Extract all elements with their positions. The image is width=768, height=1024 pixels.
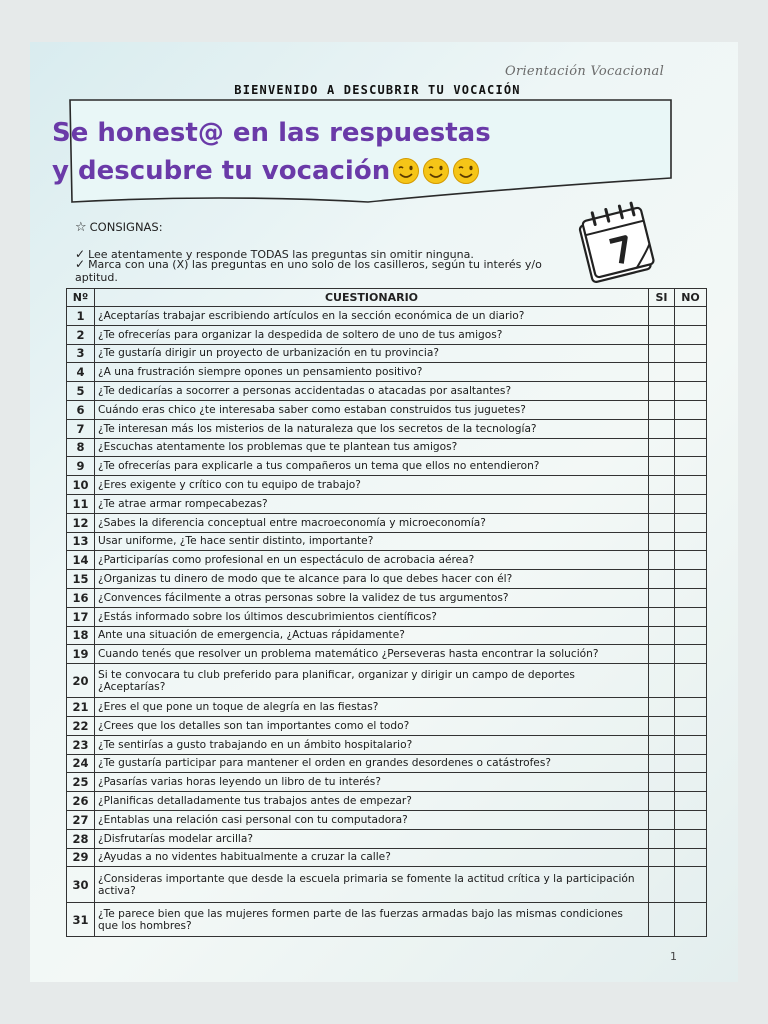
answer-yes-cell[interactable]: [649, 307, 675, 326]
answer-yes-cell[interactable]: [649, 645, 675, 664]
table-row: [67, 810, 707, 829]
question-text: ¿Te ofrecerías para explicarle a tus compañeros un tema que ellos no entendieron?: [95, 457, 649, 476]
answer-no-cell[interactable]: [675, 903, 707, 937]
table-row: [67, 792, 707, 811]
question-text: ¿Te dedicarías a socorrer a personas accidentadas o atacadas por asaltantes?: [95, 382, 649, 401]
table-row: [67, 645, 707, 664]
table-row: [67, 735, 707, 754]
answer-no-cell[interactable]: [675, 400, 707, 419]
table-row: [67, 307, 707, 326]
answer-no-cell[interactable]: [675, 438, 707, 457]
question-text: ¿Participarías como profesional en un espectáculo de acrobacia aérea?: [95, 551, 649, 570]
answer-yes-cell[interactable]: [649, 848, 675, 867]
answer-no-cell[interactable]: [675, 716, 707, 735]
column-header-yes: SI: [649, 289, 675, 307]
calendar-icon: [570, 196, 662, 288]
question-number: 14: [67, 551, 95, 570]
question-number: 12: [67, 513, 95, 532]
answer-yes-cell[interactable]: [649, 513, 675, 532]
table-row: [67, 494, 707, 513]
column-header-number: Nº: [67, 289, 95, 307]
answer-yes-cell[interactable]: [649, 664, 675, 698]
answer-no-cell[interactable]: [675, 792, 707, 811]
table-row: [67, 754, 707, 773]
question-number: 9: [67, 457, 95, 476]
question-number: 31: [67, 903, 95, 937]
answer-yes-cell[interactable]: [649, 735, 675, 754]
question-text: ¿Organizas tu dinero de modo que te alcance para lo que debes hacer con él?: [95, 570, 649, 589]
table-row: [67, 363, 707, 382]
answer-yes-cell[interactable]: [649, 570, 675, 589]
question-number: 18: [67, 626, 95, 645]
question-text: Usar uniforme, ¿Te hace sentir distinto, importante?: [95, 532, 649, 551]
question-text: ¿Te sentirías a gusto trabajando en un ámbito hospitalario?: [95, 735, 649, 754]
answer-yes-cell[interactable]: [649, 551, 675, 570]
question-text: ¿Te ofrecerías para organizar la despedida de soltero de uno de tus amigos?: [95, 325, 649, 344]
question-number: 4: [67, 363, 95, 382]
answer-yes-cell[interactable]: [649, 363, 675, 382]
table-row: [67, 325, 707, 344]
answer-no-cell[interactable]: [675, 867, 707, 903]
question-number: 15: [67, 570, 95, 589]
answer-yes-cell[interactable]: [649, 400, 675, 419]
table-row: [67, 419, 707, 438]
question-text: ¿Consideras importante que desde la escuela primaria se fomente la actitud crítica y la participación activa?: [95, 867, 649, 903]
question-text: ¿Planificas detalladamente tus trabajos antes de empezar?: [95, 792, 649, 811]
answer-yes-cell[interactable]: [649, 382, 675, 401]
question-number: 24: [67, 754, 95, 773]
question-number: 3: [67, 344, 95, 363]
answer-yes-cell[interactable]: [649, 438, 675, 457]
table-header-row: [67, 289, 707, 307]
question-number: 27: [67, 810, 95, 829]
answer-yes-cell[interactable]: [649, 494, 675, 513]
question-text: ¿Te gustaría participar para mantener el orden en grandes desordenes o catástrofes?: [95, 754, 649, 773]
question-number: 26: [67, 792, 95, 811]
answer-no-cell[interactable]: [675, 307, 707, 326]
question-text: Cuándo eras chico ¿te interesaba saber como estaban construidos tus juguetes?: [95, 400, 649, 419]
answer-yes-cell[interactable]: [649, 607, 675, 626]
answer-no-cell[interactable]: [675, 810, 707, 829]
question-number: 16: [67, 588, 95, 607]
answer-yes-cell[interactable]: [649, 457, 675, 476]
question-text: ¿Aceptarías trabajar escribiendo artículos en la sección económica de un diario?: [95, 307, 649, 326]
table-row: [67, 829, 707, 848]
answer-yes-cell[interactable]: [649, 325, 675, 344]
answer-no-cell[interactable]: [675, 325, 707, 344]
answer-no-cell[interactable]: [675, 645, 707, 664]
answer-no-cell[interactable]: [675, 513, 707, 532]
answer-no-cell[interactable]: [675, 363, 707, 382]
table-row: [67, 513, 707, 532]
question-text: ¿Crees que los detalles son tan importantes como el todo?: [95, 716, 649, 735]
question-text: ¿Te gustaría dirigir un proyecto de urbanización en tu provincia?: [95, 344, 649, 363]
answer-no-cell[interactable]: [675, 698, 707, 717]
banner-line-2: y descubre tu vocación: [52, 156, 391, 186]
questionnaire-body: [67, 307, 707, 937]
winking-face-icon: [452, 157, 480, 185]
question-text: ¿A una frustración siempre opones un pensamiento positivo?: [95, 363, 649, 382]
table-row: [67, 344, 707, 363]
question-text: ¿Disfrutarías modelar arcilla?: [95, 829, 649, 848]
table-row: [67, 438, 707, 457]
question-number: 6: [67, 400, 95, 419]
answer-no-cell[interactable]: [675, 382, 707, 401]
question-number: 17: [67, 607, 95, 626]
answer-no-cell[interactable]: [675, 476, 707, 495]
answer-no-cell[interactable]: [675, 494, 707, 513]
answer-no-cell[interactable]: [675, 754, 707, 773]
question-text: ¿Te parece bien que las mujeres formen parte de las fuerzas armadas bajo las mismas condiciones que los hombres?: [95, 903, 649, 937]
answer-yes-cell[interactable]: [649, 810, 675, 829]
table-row: [67, 848, 707, 867]
page-number: 1: [670, 950, 677, 963]
answer-no-cell[interactable]: [675, 626, 707, 645]
brand-label: Orientación Vocacional: [505, 64, 665, 79]
answer-no-cell[interactable]: [675, 848, 707, 867]
question-number: 30: [67, 867, 95, 903]
answer-yes-cell[interactable]: [649, 773, 675, 792]
question-number: 13: [67, 532, 95, 551]
question-number: 22: [67, 716, 95, 735]
question-number: 8: [67, 438, 95, 457]
table-row: [67, 382, 707, 401]
table-row: [67, 400, 707, 419]
answer-no-cell[interactable]: [675, 588, 707, 607]
answer-yes-cell[interactable]: [649, 626, 675, 645]
winking-face-icon: [422, 157, 450, 185]
question-text: ¿Sabes la diferencia conceptual entre macroeconomía y microeconomía?: [95, 513, 649, 532]
question-number: 10: [67, 476, 95, 495]
question-text: Si te convocara tu club preferido para planificar, organizar y dirigir un campo de deportes ¿Aceptarías?: [95, 664, 649, 698]
answer-no-cell[interactable]: [675, 457, 707, 476]
question-number: 20: [67, 664, 95, 698]
table-row: [67, 867, 707, 903]
question-text: Cuando tenés que resolver un problema matemático ¿Perseveras hasta encontrar la solución?: [95, 645, 649, 664]
answer-yes-cell[interactable]: [649, 829, 675, 848]
instructions-heading-label: CONSIGNAS:: [89, 220, 163, 234]
answer-no-cell[interactable]: [675, 607, 707, 626]
question-number: 25: [67, 773, 95, 792]
answer-yes-cell[interactable]: [649, 532, 675, 551]
answer-no-cell[interactable]: [675, 664, 707, 698]
banner-line-2-wrap: [52, 152, 572, 190]
question-number: 21: [67, 698, 95, 717]
table-row: [67, 532, 707, 551]
table-row: [67, 551, 707, 570]
table-row: [67, 588, 707, 607]
answer-yes-cell[interactable]: [649, 903, 675, 937]
question-number: 2: [67, 325, 95, 344]
answer-yes-cell[interactable]: [649, 754, 675, 773]
checkmark-icon: ✓: [75, 247, 86, 261]
table-row: [67, 457, 707, 476]
answer-no-cell[interactable]: [675, 532, 707, 551]
answer-no-cell[interactable]: [675, 735, 707, 754]
question-number: 1: [67, 307, 95, 326]
question-text: ¿Entablas una relación casi personal con tu computadora?: [95, 810, 649, 829]
table-row: [67, 773, 707, 792]
question-text: ¿Ayudas a no videntes habitualmente a cruzar la calle?: [95, 848, 649, 867]
answer-yes-cell[interactable]: [649, 419, 675, 438]
question-text: ¿Te atrae armar rompecabezas?: [95, 494, 649, 513]
column-header-question: CUESTIONARIO: [95, 289, 649, 307]
answer-no-cell[interactable]: [675, 773, 707, 792]
question-text: ¿Te interesan más los misterios de la naturaleza que los secretos de la tecnología?: [95, 419, 649, 438]
question-text: ¿Escuchas atentamente los problemas que te plantean tus amigos?: [95, 438, 649, 457]
answer-no-cell[interactable]: [675, 829, 707, 848]
table-row: [67, 607, 707, 626]
question-text: ¿Eres el que pone un toque de alegría en las fiestas?: [95, 698, 649, 717]
table-row: [67, 903, 707, 937]
question-number: 23: [67, 735, 95, 754]
page-title: BIENVENIDO A DESCUBRIR TU VOCACIÓN: [234, 83, 521, 97]
table-row: [67, 626, 707, 645]
answer-yes-cell[interactable]: [649, 792, 675, 811]
table-row: [67, 716, 707, 735]
answer-no-cell[interactable]: [675, 551, 707, 570]
question-number: 11: [67, 494, 95, 513]
instruction-item: [75, 258, 565, 284]
question-text: ¿Pasarías varias horas leyendo un libro de tu interés?: [95, 773, 649, 792]
question-text: ¿Eres exigente y crítico con tu equipo de trabajo?: [95, 476, 649, 495]
banner-headline: [52, 114, 572, 190]
column-header-no: NO: [675, 289, 707, 307]
question-number: 19: [67, 645, 95, 664]
question-text: Ante una situación de emergencia, ¿Actuas rápidamente?: [95, 626, 649, 645]
answer-yes-cell[interactable]: [649, 476, 675, 495]
answer-yes-cell[interactable]: [649, 344, 675, 363]
table-row: [67, 570, 707, 589]
question-number: 5: [67, 382, 95, 401]
instruction-text: Marca con una (X) las preguntas en uno solo de los casilleros, según tu interés y/o aptitud.: [75, 258, 542, 284]
answer-no-cell[interactable]: [675, 419, 707, 438]
table-row: [67, 476, 707, 495]
answer-yes-cell[interactable]: [649, 588, 675, 607]
answer-yes-cell[interactable]: [649, 716, 675, 735]
instruction-text: Lee atentamente y responde TODAS las preguntas sin omitir ninguna.: [88, 248, 474, 261]
question-number: 7: [67, 419, 95, 438]
answer-yes-cell[interactable]: [649, 698, 675, 717]
checkmark-icon: ✓: [75, 257, 86, 271]
table-row: [67, 698, 707, 717]
star-icon: ☆: [75, 220, 87, 235]
question-text: ¿Convences fácilmente a otras personas sobre la validez de tus argumentos?: [95, 588, 649, 607]
answer-yes-cell[interactable]: [649, 867, 675, 903]
answer-no-cell[interactable]: [675, 570, 707, 589]
question-number: 28: [67, 829, 95, 848]
question-number: 29: [67, 848, 95, 867]
question-text: ¿Estás informado sobre los últimos descubrimientos científicos?: [95, 607, 649, 626]
instructions-heading: [75, 220, 163, 235]
winking-face-icon: [392, 157, 420, 185]
table-row: [67, 664, 707, 698]
answer-no-cell[interactable]: [675, 344, 707, 363]
banner-line-1: Se honest@ en las respuestas: [52, 118, 491, 148]
questionnaire-table: [66, 288, 707, 937]
